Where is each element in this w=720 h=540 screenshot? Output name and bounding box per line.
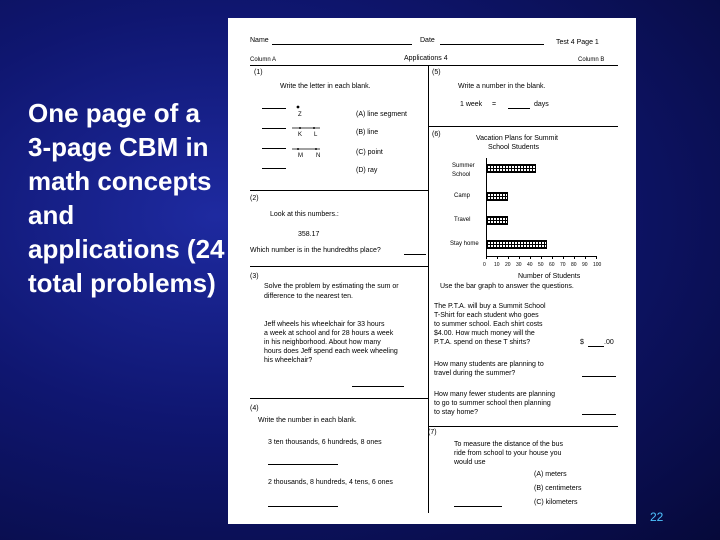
header-rule [250,65,618,66]
q1-number: (1) [254,69,263,76]
q6-number: (6) [432,131,441,138]
x-tick-label: 90 [582,262,588,268]
q1-instruction: Write the letter in each blank. [280,83,371,90]
q2-question: Which number is in the hundredths place? [250,247,381,254]
q3-instruction-line-2: difference to the nearest ten. [264,293,353,300]
chart-x-label: Number of Students [518,273,581,280]
x-tick-100 [596,256,597,259]
x-tick-0 [486,256,487,259]
q6-problem-line-3: to summer school. Each shirt costs [434,321,543,328]
slide-caption: One page of a 3-page CBM in math concepts and applications (24 total problems) [28,98,225,298]
q6-rule [428,426,618,427]
q7-number: (7) [428,429,437,436]
date-blank[interactable] [440,44,544,45]
q1-segment-label-l: L [314,132,318,138]
q6-fewer-line-3: to stay home? [434,409,478,416]
column-b-label: Column B [578,57,605,63]
x-tick-70 [563,256,564,259]
test-label: Test 4 Page 1 [556,39,599,46]
bar-stay-home [486,240,547,249]
q1-blank-1[interactable] [262,108,286,109]
q3-problem-line-5: his wheelchair? [264,357,313,364]
q7-question-line-2: ride from school to your house you [454,450,562,457]
x-tick-40 [530,256,531,259]
x-tick-label: 40 [527,262,533,268]
q6-dollar-sign: $ [580,339,584,346]
date-label: Date [420,37,435,44]
q1-rule [250,190,428,191]
q6-instruction: Use the bar graph to answer the questions. [440,283,574,290]
q4-blank-2[interactable] [268,506,338,507]
q6-fewer-line-2: to go to summer school then planning [434,400,551,407]
slide-page-number: 22 [650,510,664,524]
q3-blank[interactable] [352,386,404,387]
q6-fewer-blank[interactable] [582,414,616,415]
bar-summer-school [486,164,536,173]
x-tick-10 [497,256,498,259]
x-tick-30 [519,256,520,259]
q3-number: (3) [250,273,259,280]
x-tick-label: 0 [483,262,486,268]
q6-travel-blank[interactable] [582,376,616,377]
q3-problem-line-2: a week at school and for 28 hours a week [264,330,394,337]
q2-rule [250,266,428,267]
q5-rule [428,126,618,127]
q4-item-1: 3 ten thousands, 6 hundreds, 8 ones [268,439,382,446]
q1-blank-2[interactable] [262,128,286,129]
q5-blank[interactable] [508,108,530,109]
q5-left: 1 week [460,101,483,108]
x-tick-label: 100 [593,262,602,268]
name-label: Name [250,37,269,44]
q6-travel-line-1: How many students are planning to [434,361,544,368]
q6-cents: .00 [604,339,614,346]
bar-label-travel: Travel [454,217,471,223]
x-tick-60 [552,256,553,259]
q3-rule [250,398,428,399]
q5-instruction: Write a number in the blank. [458,83,546,90]
q3-problem-line-3: in his neighborhood. About how many [264,339,381,346]
q1-ray-label-m: M [298,153,303,159]
q1-blank-3[interactable] [262,148,286,149]
column-divider [428,65,429,513]
q6-problem-line-5: P.T.A. spend on these T shirts? [434,339,531,346]
x-tick-label: 80 [571,262,577,268]
q1-segment-label-k: K [298,132,303,138]
bar-label-stay-home: Stay home [450,241,479,247]
q5-number: (5) [432,69,441,76]
q7-option-a: (A) meters [534,471,567,478]
q1-option-d: (D) ray [356,167,378,174]
q5-unit: days [534,101,549,108]
x-tick-label: 10 [494,262,500,268]
q7-option-c: (C) kilometers [534,499,578,506]
bar-label-summer: Summer School [452,163,475,178]
x-tick-label: 70 [560,262,566,268]
x-tick-label: 60 [549,262,555,268]
bar-label-camp: Camp [454,193,471,199]
q6-travel-line-2: travel during the summer? [434,370,516,377]
q3-instruction-line-1: Solve the problem by estimating the sum or [264,283,399,290]
q6-fewer-line-1: How many fewer students are planning [434,391,556,398]
q1-blank-4[interactable] [262,168,286,169]
x-tick-label: 30 [516,262,522,268]
q2-value: 358.17 [298,231,320,238]
q5-equals: = [492,101,497,108]
q6-problem-line-4: $4.00. How much money will the [434,330,535,337]
bar-camp [486,192,508,201]
q1-option-c: (C) point [356,149,383,156]
q6-problem-line-1: The P.T.A. will buy a Summit School [434,303,546,310]
q2-number: (2) [250,195,259,202]
q2-prompt: Look at this numbers.: [270,211,339,218]
q1-option-b: (B) line [356,129,379,136]
bar-travel [486,216,508,225]
sheet-title: Applications 4 [404,55,448,62]
q6-money-blank[interactable] [588,346,604,347]
q1-option-a: (A) line segment [356,111,407,118]
q4-item-2: 2 thousands, 8 hundreds, 4 tens, 6 ones [268,479,393,486]
q6-chart-title-line-2: School Students [488,144,539,151]
x-tick-50 [541,256,542,259]
x-tick-90 [585,256,586,259]
q7-question-line-1: To measure the distance of the bus [454,441,563,448]
q3-problem-line-1: Jeff wheels his wheelchair for 33 hours [264,321,385,328]
x-tick-80 [574,256,575,259]
test-sheet [228,18,636,524]
x-tick-20 [508,256,509,259]
x-tick-label: 20 [505,262,511,268]
q2-blank[interactable] [404,254,426,255]
q1-point-label: Z [298,112,302,118]
q7-blank[interactable] [454,506,502,507]
q4-instruction: Write the number in each blank. [258,417,357,424]
q1-ray-label-n: N [316,153,321,159]
name-blank[interactable] [272,44,412,45]
q6-problem-line-2: T-Shirt for each student who goes [434,312,539,319]
q4-number: (4) [250,405,259,412]
x-tick-label: 50 [538,262,544,268]
q6-chart-title-line-1: Vacation Plans for Summit [476,135,558,142]
q3-problem-line-4: hours does Jeff spend each week wheeling [264,348,398,355]
bar-chart [438,156,628,286]
q1-geometry-figures [290,102,330,160]
column-a-label: Column A [250,57,277,63]
q4-blank-1[interactable] [268,464,338,465]
q7-option-b: (B) centimeters [534,485,582,492]
q7-question-line-3: would use [454,459,486,466]
